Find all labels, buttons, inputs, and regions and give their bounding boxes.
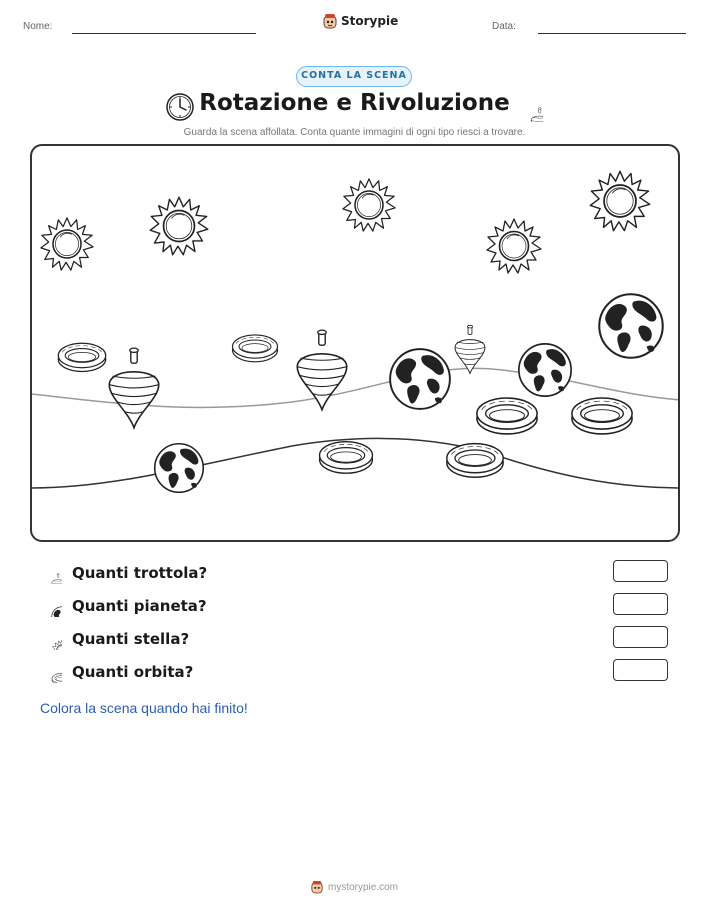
orbit-ring-icon [58, 343, 105, 371]
star-icon [487, 219, 541, 273]
orbit-ring-icon [447, 444, 503, 478]
coloring-instruction: Colora la scena quando hai finito! [40, 700, 248, 716]
page-title: Rotazione e Rivoluzione [199, 90, 510, 116]
star-icon [41, 218, 93, 270]
orbit-ring-icon [477, 398, 537, 434]
date-label: Data: [492, 21, 516, 32]
answer-box-spinning-top[interactable] [613, 560, 668, 582]
name-line[interactable] [72, 33, 256, 34]
question-orbit [40, 661, 193, 683]
question-label: Quanti pianeta? [72, 597, 207, 615]
footer [0, 880, 709, 894]
spinning-top-icon [40, 562, 62, 584]
star-icon [150, 197, 208, 255]
orbit-ring-icon [572, 398, 632, 434]
answer-box-star[interactable] [613, 626, 668, 648]
date-line[interactable] [538, 33, 686, 34]
brand-name: Storypie [341, 14, 399, 28]
star-icon [590, 171, 649, 230]
question-label: Quanti orbita? [72, 663, 194, 681]
orbit-ring-icon [40, 661, 62, 683]
star-icon [40, 628, 62, 650]
name-label: Nome: [23, 21, 53, 32]
spinning-top-icon [297, 330, 346, 410]
counting-scene[interactable] [30, 144, 680, 542]
question-label: Quanti stella? [72, 630, 190, 648]
storypie-mascot-icon [311, 880, 323, 894]
orbit-ring-icon [320, 442, 373, 474]
spinning-top-icon [517, 92, 543, 122]
answer-box-planet[interactable] [613, 593, 668, 615]
spinning-top-icon [455, 325, 485, 373]
page-subtitle: Guarda la scena affollata. Conta quante immagini di ogni tipo riesci a trovare. [183, 127, 526, 138]
spinning-top-icon [109, 348, 158, 428]
answer-box-orbit[interactable] [613, 659, 668, 681]
planet-icon [390, 349, 450, 409]
storypie-mascot-icon [323, 13, 337, 29]
planet-icon [599, 294, 662, 357]
orbit-ring-icon [232, 335, 277, 362]
planet-icon [155, 444, 204, 493]
footer-url[interactable]: mystorypie.com [327, 881, 398, 893]
planet-icon [40, 595, 62, 617]
question-planet [40, 595, 207, 617]
star-icon [343, 179, 395, 231]
section-badge: CONTA LA SCENA [296, 66, 412, 87]
planet-icon [519, 344, 571, 396]
question-star [40, 628, 189, 650]
brand-logo [323, 13, 398, 29]
question-label: Quanti trottola? [72, 564, 208, 582]
question-spinning-top [40, 562, 207, 584]
scene-illustration [32, 146, 680, 542]
